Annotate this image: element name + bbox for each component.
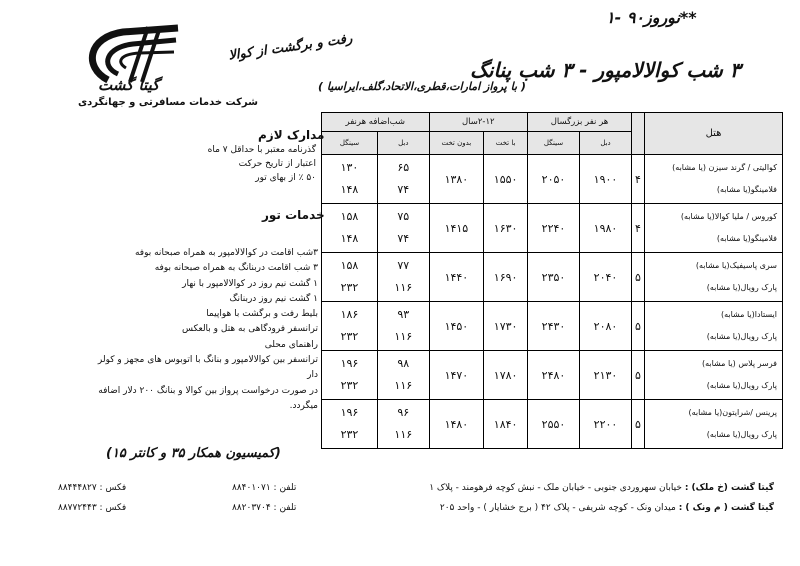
phone-vanak	[232, 503, 296, 513]
hotel-penang: فلامینگو(یا مشابه)	[716, 234, 777, 243]
extra-single-penang: ۱۴۸	[340, 232, 359, 245]
extra-single-penang: ۲۳۲	[340, 281, 359, 294]
extra-single-cell	[322, 204, 378, 253]
hotel-kl: سری پاسیفیک(یا مشابه)	[695, 261, 777, 270]
extra-double-penang: ۷۴	[397, 183, 410, 196]
hotel-cell	[645, 351, 783, 400]
hotel-cell	[645, 253, 783, 302]
child-bed-cell: ۱۷۸۰	[484, 351, 528, 400]
slogan: رفت و برگشت از کوالا	[227, 31, 354, 64]
service-item: ۳شب اقامت در کوالالامپور به همراه صبحانه بوفه	[134, 248, 318, 258]
extra-double-kl: ۶۵	[397, 161, 410, 174]
extra-single-penang: ۲۳۲	[340, 379, 359, 392]
hotel-penang: پارک رویال(یا مشابه)	[706, 283, 777, 292]
service-item: ترانسفر بین کوالالامپور و بنانگ با اتوبوس های مجهز و کولر دار	[97, 355, 318, 381]
hotel-kl: کوالیتی / گرند سیزن (یا مشابه)	[672, 163, 777, 172]
service-item: راهنمای محلی	[264, 339, 318, 350]
price-table	[321, 112, 783, 449]
adult-single-cell: ۲۴۳۰	[528, 302, 580, 351]
hotel-kl: پرینس /شرایتون(یا مشابه)	[688, 408, 777, 417]
extra-single-kl: ۱۹۶	[340, 406, 359, 419]
extra-single-penang: ۲۳۲	[340, 330, 359, 343]
extra-double-cell	[377, 400, 429, 449]
child-nobed-cell: ۱۴۱۵	[429, 204, 484, 253]
fax-malek	[58, 483, 126, 493]
child-bed-cell: ۱۶۳۰	[484, 204, 528, 253]
flight-note: ( با پرواز امارات،قطری،الاتحاد،گلف،ایراسیا )	[318, 80, 526, 93]
phone-label: تلفن :	[273, 503, 297, 513]
service-item: ترانسفر فرودگاهی به هتل و بالعکس	[182, 324, 318, 335]
hotel-cell	[645, 302, 783, 351]
extra-double-kl: ۷۵	[397, 210, 410, 223]
extra-double-kl: ۷۷	[397, 259, 410, 272]
grade-cell: ۴	[632, 155, 645, 204]
hotel-kl: کوروس / ملیا کوالا(یا مشابه)	[680, 212, 777, 221]
extra-single-cell	[322, 351, 378, 400]
deposit-requirement: ۵۰ ٪ از بهای تور	[255, 173, 316, 183]
service-item: در صورت درخواست پرواز بین کوالا و بنانگ ۲۰۰ دلار اضافه میگردد.	[98, 385, 318, 411]
extra-single-cell	[322, 155, 378, 204]
logo-name: گیتا گشت	[98, 76, 160, 94]
header-extra-night: شب‌اضافه هرنفر	[322, 113, 430, 132]
extra-double-cell	[377, 351, 429, 400]
header-adult: هر نفر بزرگسال	[528, 113, 632, 132]
hotel-penang: فلامینگو(یا مشابه)	[716, 185, 777, 194]
extra-single-kl: ۱۹۶	[340, 357, 359, 370]
adult-double-cell: ۱۹۰۰	[580, 155, 632, 204]
child-nobed-cell: ۱۴۴۰	[429, 253, 484, 302]
table-row	[322, 204, 783, 253]
table-row	[322, 400, 783, 449]
child-nobed-cell: ۱۳۸۰	[429, 155, 484, 204]
table-row	[322, 302, 783, 351]
adult-double-cell: ۲۰۴۰	[580, 253, 632, 302]
subheader-extra-single: سینگل	[322, 132, 378, 155]
extra-single-kl: ۱۸۶	[340, 308, 359, 321]
subheader-double: دبل	[580, 132, 632, 155]
extra-double-cell	[377, 302, 429, 351]
subheader-extra-double: دبل	[377, 132, 429, 155]
table-row	[322, 155, 783, 204]
child-nobed-cell: ۱۴۸۰	[429, 400, 484, 449]
grade-cell: ۵	[632, 400, 645, 449]
commission-note: (کمیسیون همکار ۳۵ و کانتر ۱۵)	[106, 446, 281, 461]
fax-label: فکس :	[99, 483, 127, 493]
subheader-with-bed: با تخت	[484, 132, 528, 155]
service-item: بلیط رفت و برگشت با هواپیما	[206, 309, 318, 320]
extra-single-penang: ۲۳۲	[340, 428, 359, 441]
service-item: ۱ گشت نیم روز در کوالالامپور با نهار	[182, 278, 318, 289]
adult-single-cell: ۲۵۵۰	[528, 400, 580, 449]
subheader-single: سینگل	[528, 132, 580, 155]
tour-code: **نوروز۹۰ -۱	[606, 8, 697, 27]
child-bed-cell: ۱۵۵۰	[484, 155, 528, 204]
extra-single-cell	[322, 302, 378, 351]
contact-branch-vanak	[440, 503, 774, 513]
grade-cell: ۵	[632, 302, 645, 351]
child-bed-cell: ۱۷۳۰	[484, 302, 528, 351]
phone-malek	[232, 483, 296, 493]
branch-address: میدان ونک - کوچه شریفی - پلاک ۴۲ ( برج خشایار ) - واحد ۲۰۵	[439, 503, 676, 513]
hotel-kl: ایستادا(یا مشابه)	[720, 310, 777, 319]
branch-name: گیتا گشت (خ ملک) :	[684, 483, 774, 493]
passport-requirement: گذرنامه معتبر با حداقل ۷ ماه اعتبار از تاریخ حرکت	[207, 145, 316, 169]
extra-double-cell	[377, 155, 429, 204]
adult-double-cell: ۲۰۸۰	[580, 302, 632, 351]
grade-cell: ۵	[632, 253, 645, 302]
fax-number: ۸۸۴۴۴۸۲۷	[58, 483, 97, 493]
extra-double-kl: ۹۳	[397, 308, 410, 321]
phone-number: ۸۸۲۰۳۷۰۴	[232, 503, 271, 513]
header-hotel: هتل	[645, 113, 783, 155]
phone-label: تلفن :	[273, 483, 297, 493]
extra-double-penang: ۷۴	[397, 232, 410, 245]
adult-single-cell: ۲۲۴۰	[528, 204, 580, 253]
services-list	[92, 246, 318, 414]
child-nobed-cell: ۱۴۷۰	[429, 351, 484, 400]
child-bed-cell: ۱۶۹۰	[484, 253, 528, 302]
hotel-cell	[645, 400, 783, 449]
extra-single-kl: ۱۳۰	[340, 161, 359, 174]
extra-single-penang: ۱۴۸	[340, 183, 359, 196]
extra-double-penang: ۱۱۶	[394, 428, 413, 441]
fax-number: ۸۸۷۷۲۴۴۳	[58, 503, 97, 513]
grade-cell: ۴	[632, 204, 645, 253]
extra-single-kl: ۱۵۸	[340, 210, 359, 223]
hotel-cell	[645, 204, 783, 253]
hotel-penang: پارک رویال(یا مشابه)	[706, 332, 777, 341]
contact-branch-malek	[429, 483, 774, 493]
extra-single-kl: ۱۵۸	[340, 259, 359, 272]
branch-address: خیابان سهروردی جنوبی - خیابان ملک - نبش کوچه فرهومند - پلاک ۱	[429, 483, 682, 493]
extra-single-cell	[322, 253, 378, 302]
hotel-penang: پارک رویال(یا مشابه)	[706, 381, 777, 390]
extra-double-cell	[377, 204, 429, 253]
subheader-without-bed: بدون تخت	[429, 132, 484, 155]
adult-single-cell: ۲۳۵۰	[528, 253, 580, 302]
extra-single-cell	[322, 400, 378, 449]
adult-single-cell: ۲۴۸۰	[528, 351, 580, 400]
hotel-penang: پارک رویال(یا مشابه)	[706, 430, 777, 439]
phone-number: ۸۸۴۰۱۰۷۱	[232, 483, 271, 493]
table-row	[322, 253, 783, 302]
grade-cell: ۵	[632, 351, 645, 400]
hotel-cell	[645, 155, 783, 204]
documents-text	[201, 143, 316, 185]
adult-double-cell: ۲۱۳۰	[580, 351, 632, 400]
adult-double-cell: ۲۲۰۰	[580, 400, 632, 449]
extra-double-penang: ۱۱۶	[394, 379, 413, 392]
child-bed-cell: ۱۸۴۰	[484, 400, 528, 449]
services-title: خدمات تور	[262, 208, 325, 222]
header-grade	[632, 113, 645, 155]
extra-double-penang: ۱۱۶	[394, 281, 413, 294]
hotel-kl: فرسر پلاس (یا مشابه)	[701, 359, 777, 368]
adult-single-cell: ۲۰۵۰	[528, 155, 580, 204]
adult-double-cell: ۱۹۸۰	[580, 204, 632, 253]
documents-title: مدارک لازم	[258, 128, 325, 142]
header-child: ۲-۱۲سال	[429, 113, 527, 132]
table-row	[322, 351, 783, 400]
extra-double-kl: ۹۸	[397, 357, 410, 370]
extra-double-penang: ۱۱۶	[394, 330, 413, 343]
child-nobed-cell: ۱۴۵۰	[429, 302, 484, 351]
extra-double-cell	[377, 253, 429, 302]
extra-double-kl: ۹۶	[397, 406, 410, 419]
fax-label: فکس :	[99, 503, 127, 513]
service-item: ۱ گشت نیم روز دربنانگ	[229, 293, 318, 304]
page-title: ۳ شب کوالالامپور - ۳ شب پنانگ	[470, 58, 741, 82]
fax-vanak	[58, 503, 126, 513]
logo-subtitle: شرکت خدمات مسافرتی و جهانگردی	[78, 97, 258, 108]
branch-name: گیتا گشت ( م ونک ) :	[678, 503, 774, 513]
service-item: ۳ شب اقامت دربنانگ به همراه صبحانه بوفه	[154, 263, 318, 274]
